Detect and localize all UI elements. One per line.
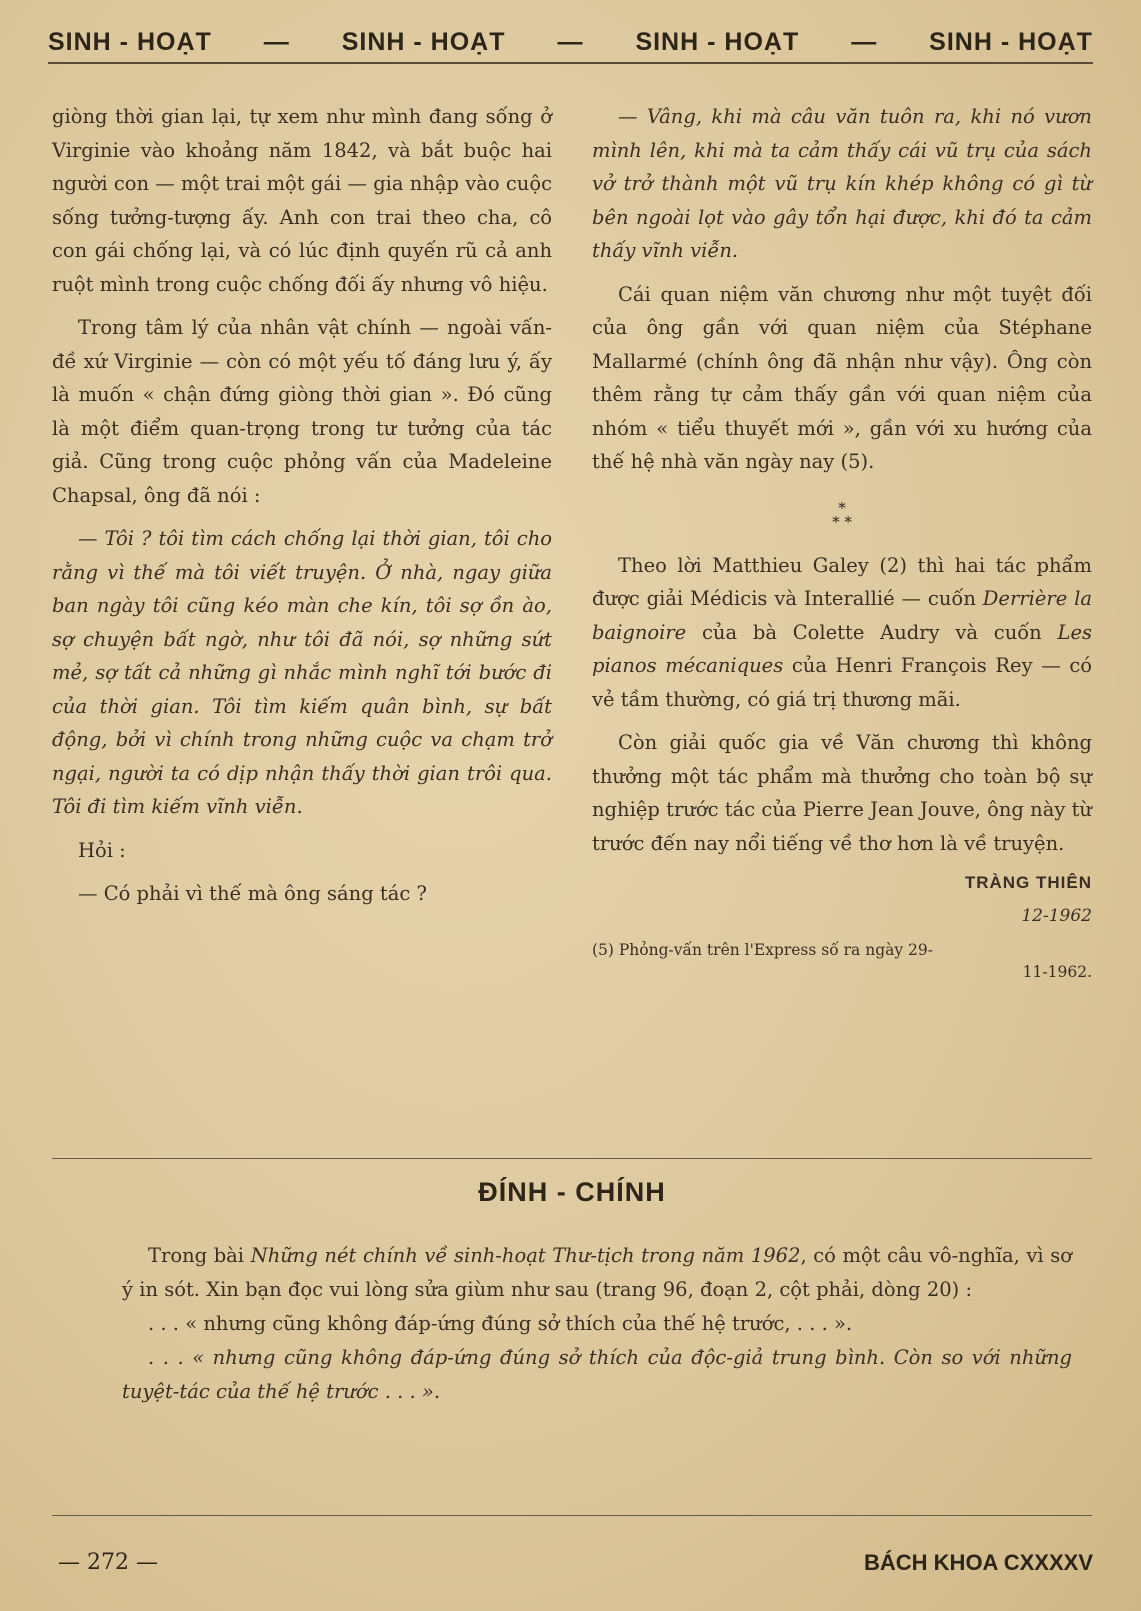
header-item: SINH - HOẠT [635,27,800,56]
interview-quote: — Tôi ? tôi tìm cách chống lại thời gian, tôi cho rằng vì thế mà tôi viết truyện. Ở nhà, ngay giữa ban ngày tôi cũng kéo màn che kín, tôi sợ ồn ào, sợ chuyện bất ngờ, như tôi đã nói, sợ những sứt mẻ, sợ tất cả những gì nhắc mình nghĩ tới bước đi của thời gian. Tôi tìm kiếm quân bình, sự bất động, bởi vì chính trong những cuộc va chạm trở ngại, người ta có dịp nhận thấy thời gian trôi qua. Tôi đi tìm kiếm vĩnh viễn. [52,527,552,818]
interview-question-label: Hỏi : [78,838,126,862]
correction-title: ĐÍNH - CHÍNH [478,1177,666,1207]
correction-box [52,1158,1092,1516]
running-header [48,22,1093,64]
section-divider-stars: * * * [832,498,852,531]
text-run: , có một câu vô-nghĩa, vì sơ ý in sót. Xin bạn đọc vui lòng sửa giùm như sau (trang 96, đoạn 2, cột phải, dòng 20) : [122,1244,1072,1301]
interview-question: — Có phải vì thế mà ông sáng tác ? [78,882,427,905]
header-separator: — [557,27,584,56]
interview-answer: — Vâng, khi mà câu văn tuôn ra, khi nó vươn mình lên, khi mà ta cảm thấy cái vũ trụ của sách vở trở thành một vũ trụ kín khép không có gì từ bên ngoài lọt vào gây tổn hại được, khi đó ta cảm thấy vĩnh viễn. [592,105,1092,262]
author-signature: TRÀNG THIÊN [964,873,1092,892]
footnote-line: (5) Phỏng-vấn trên l'Express số ra ngày 29- [592,941,933,959]
header-separator: — [263,27,290,56]
erroneous-text: . . . « nhưng cũng không đáp-ứng đúng sở thích của thế hệ trước, . . . ». [148,1312,853,1335]
corrected-text: . . . « nhưng cũng không đáp-ứng đúng sở thích của độc-giả trung bình. Còn so với những tuyệt-tác của thế hệ trước . . . ». [122,1346,1072,1403]
right-column [592,100,1092,983]
book-title: Les pianos mécaniques [592,620,1092,677]
text-run: Theo lời Matthieu Galey (2) thì hai tác phẩm được giải Médicis và Interallié — cuốn [592,553,1092,610]
text-run: Trong bài [148,1244,251,1267]
correction-paragraph [122,1239,1072,1307]
page-footer [58,1550,1093,1576]
text-run: của Henri François Rey — có vẻ tầm thường, có giá trị thương mãi. [592,654,1092,711]
header-separator: — [851,27,878,56]
header-item: SINH - HOẠT [929,27,1093,56]
publication-name: BÁCH KHOA CXXXXV [864,1550,1093,1575]
header-item: SINH - HOẠT [341,27,506,56]
footnote-line: 11-1962. [1022,963,1092,981]
page-number: — 272 — [58,1550,158,1575]
paragraph: Cái quan niệm văn chương như một tuyệt đối của ông gần với quan niệm của Stéphane Mallarmé (chính ông đã nhận như vậy). Ông còn thêm rằng tự cảm thấy gần với quan niệm của nhóm « tiểu thuyết mới », gần với xu hướng của thế hệ nhà văn ngày nay (5). [592,282,1092,473]
paragraph-prizes [592,549,1092,717]
footnote [592,939,1092,983]
text-run: của bà Colette Audry và cuốn [686,620,1058,644]
correction-body [122,1239,1072,1409]
left-column [52,100,552,911]
article-date: 12-1962 [1021,905,1092,926]
article-title: Những nét chính về sinh-hoạt Thư-tịch trong năm 1962 [250,1244,801,1267]
book-title: Derrière la baignoire [592,587,1092,644]
paragraph: Trong tâm lý của nhân vật chính — ngoài vấn-đề xứ Virginie — còn có một yếu tố đáng lưu ý, ấy là muốn « chận đứng giòng thời gian ». Đó cũng là một điểm quan-trọng trong tư tưởng của tác giả. Cũng trong cuộc phỏng vấn của Madeleine Chapsal, ông đã nói : [52,316,552,507]
paragraph: Còn giải quốc gia về Văn chương thì không thưởng một tác phẩm mà thưởng cho toàn bộ sự nghiệp trước tác của Pierre Jean Jouve, ông này từ trước đến nay nổi tiếng về thơ hơn là về truyện. [592,731,1092,855]
paragraph: giòng thời gian lại, tự xem như mình đang sống ở Virginie vào khoảng năm 1842, và bắt buộc hai người con — một trai một gái — gia nhập vào cuộc sống tưởng-tượng ấy. Anh con trai theo cha, cô con gái chống lại, và có lúc định quyến rũ cả anh ruột mình trong cuộc chống đối ấy nhưng vô hiệu. [52,105,552,296]
header-item: SINH - HOẠT [48,27,212,56]
